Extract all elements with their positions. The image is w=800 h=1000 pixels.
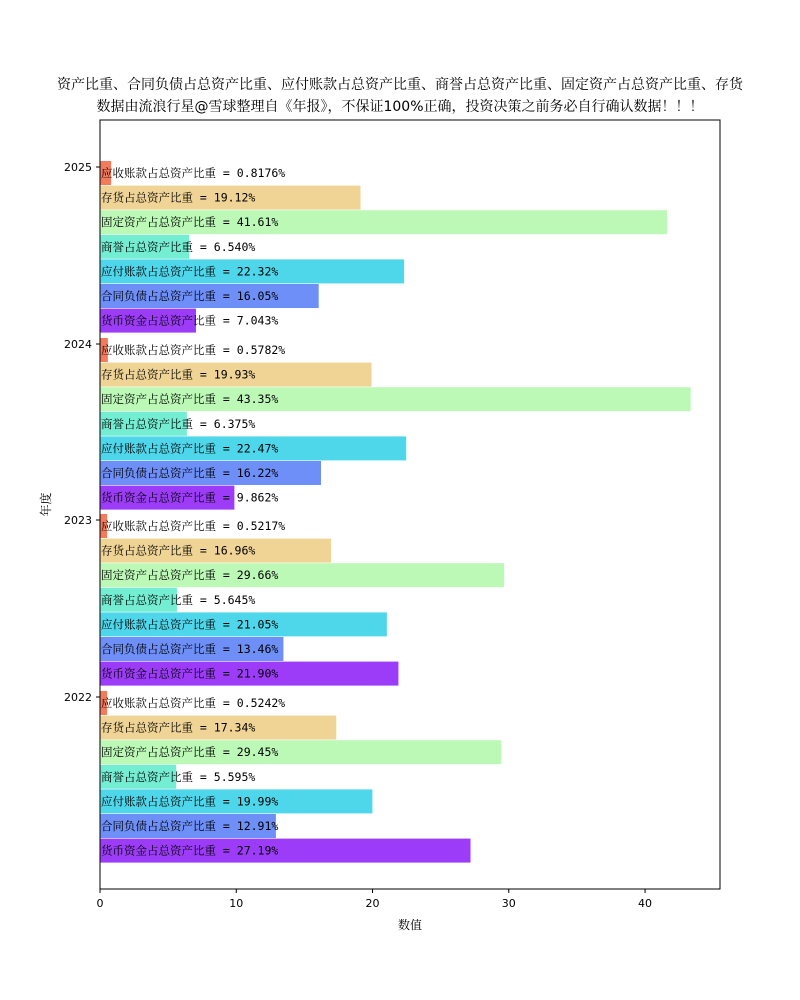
x-tick-label-10: 10 <box>229 897 244 910</box>
bar-label-2023-3: 固定资产占总资产比重 = 29.66% <box>101 568 279 583</box>
y-tick-label-2024: 2024 <box>64 338 92 351</box>
bar-label-2023-2: 存货占总资产比重 = 16.96% <box>101 543 256 558</box>
bar-label-2024-2: 存货占总资产比重 = 19.93% <box>101 367 256 382</box>
bar-label-2023-1: 应收账款占总资产比重 = 0.5217% <box>101 519 286 533</box>
x-axis-title: 数值 <box>397 918 423 932</box>
bar-label-2023-5: 应付账款占总资产比重 = 21.05% <box>101 617 279 632</box>
bar-label-2022-6: 合同负债占总资产比重 = 12.91% <box>101 819 279 833</box>
x-tick-label-0: 0 <box>96 897 104 910</box>
bar-label-2022-4: 商誉占总资产比重 = 5.595% <box>101 769 256 784</box>
bar-label-2024-1: 应收账款占总资产比重 = 0.5782% <box>101 343 286 357</box>
bar-label-2022-5: 应付账款占总资产比重 = 19.99% <box>101 794 279 809</box>
y-tick-label-2023: 2023 <box>64 514 92 527</box>
bar-label-2024-4: 商誉占总资产比重 = 6.375% <box>101 416 256 431</box>
chart-title-line-1: 资产比重、合同负债占总资产比重、应付账款占总资产比重、商誉占总资产比重、固定资产占总资产比重、存货 <box>57 77 743 93</box>
bar-labels <box>101 166 285 858</box>
bar-label-2022-1: 应收账款占总资产比重 = 0.5242% <box>101 696 286 710</box>
bar-label-2025-4: 商誉占总资产比重 = 6.540% <box>101 239 256 254</box>
bar-label-2025-5: 应付账款占总资产比重 = 22.32% <box>101 264 279 279</box>
bar-label-2024-6: 合同负债占总资产比重 = 16.22% <box>101 466 279 480</box>
bar-label-2025-2: 存货占总资产比重 = 19.12% <box>101 190 256 205</box>
chart-title-line-2: 数据由流浪行星@雪球整理自《年报》，不保证100%正确，投资决策之前务必自行确认数据！！！ <box>96 99 704 115</box>
y-tick-label-2025: 2025 <box>64 161 92 174</box>
bar-label-2022-3: 固定资产占总资产比重 = 29.45% <box>101 745 279 760</box>
bar-label-2024-7: 货币资金占总资产比重 = 9.862% <box>101 490 279 505</box>
bar-label-2024-5: 应付账款占总资产比重 = 22.47% <box>101 441 279 456</box>
x-tick-label-30: 30 <box>501 897 516 910</box>
y-axis-title: 年度 <box>39 492 53 517</box>
y-tick-label-2022: 2022 <box>64 691 92 704</box>
x-tick-label-20: 20 <box>365 897 380 910</box>
bar-label-2025-1: 应收账款占总资产比重 = 0.8176% <box>101 166 286 180</box>
bar-label-2023-6: 合同负债占总资产比重 = 13.46% <box>101 642 279 656</box>
bar-label-2025-3: 固定资产占总资产比重 = 41.61% <box>101 215 279 230</box>
bar-label-2024-3: 固定资产占总资产比重 = 43.35% <box>101 392 279 407</box>
bar-label-2022-2: 存货占总资产比重 = 17.34% <box>101 720 256 735</box>
x-tick-label-40: 40 <box>638 897 653 910</box>
bar-label-2025-6: 合同负债占总资产比重 = 16.05% <box>101 289 279 303</box>
bar-label-2025-7: 货币资金占总资产比重 = 7.043% <box>101 313 279 328</box>
bar-label-2022-7: 货币资金占总资产比重 = 27.19% <box>101 843 279 858</box>
bar-label-2023-7: 货币资金占总资产比重 = 21.90% <box>101 666 279 681</box>
bar-label-2023-4: 商誉占总资产比重 = 5.645% <box>101 592 256 607</box>
